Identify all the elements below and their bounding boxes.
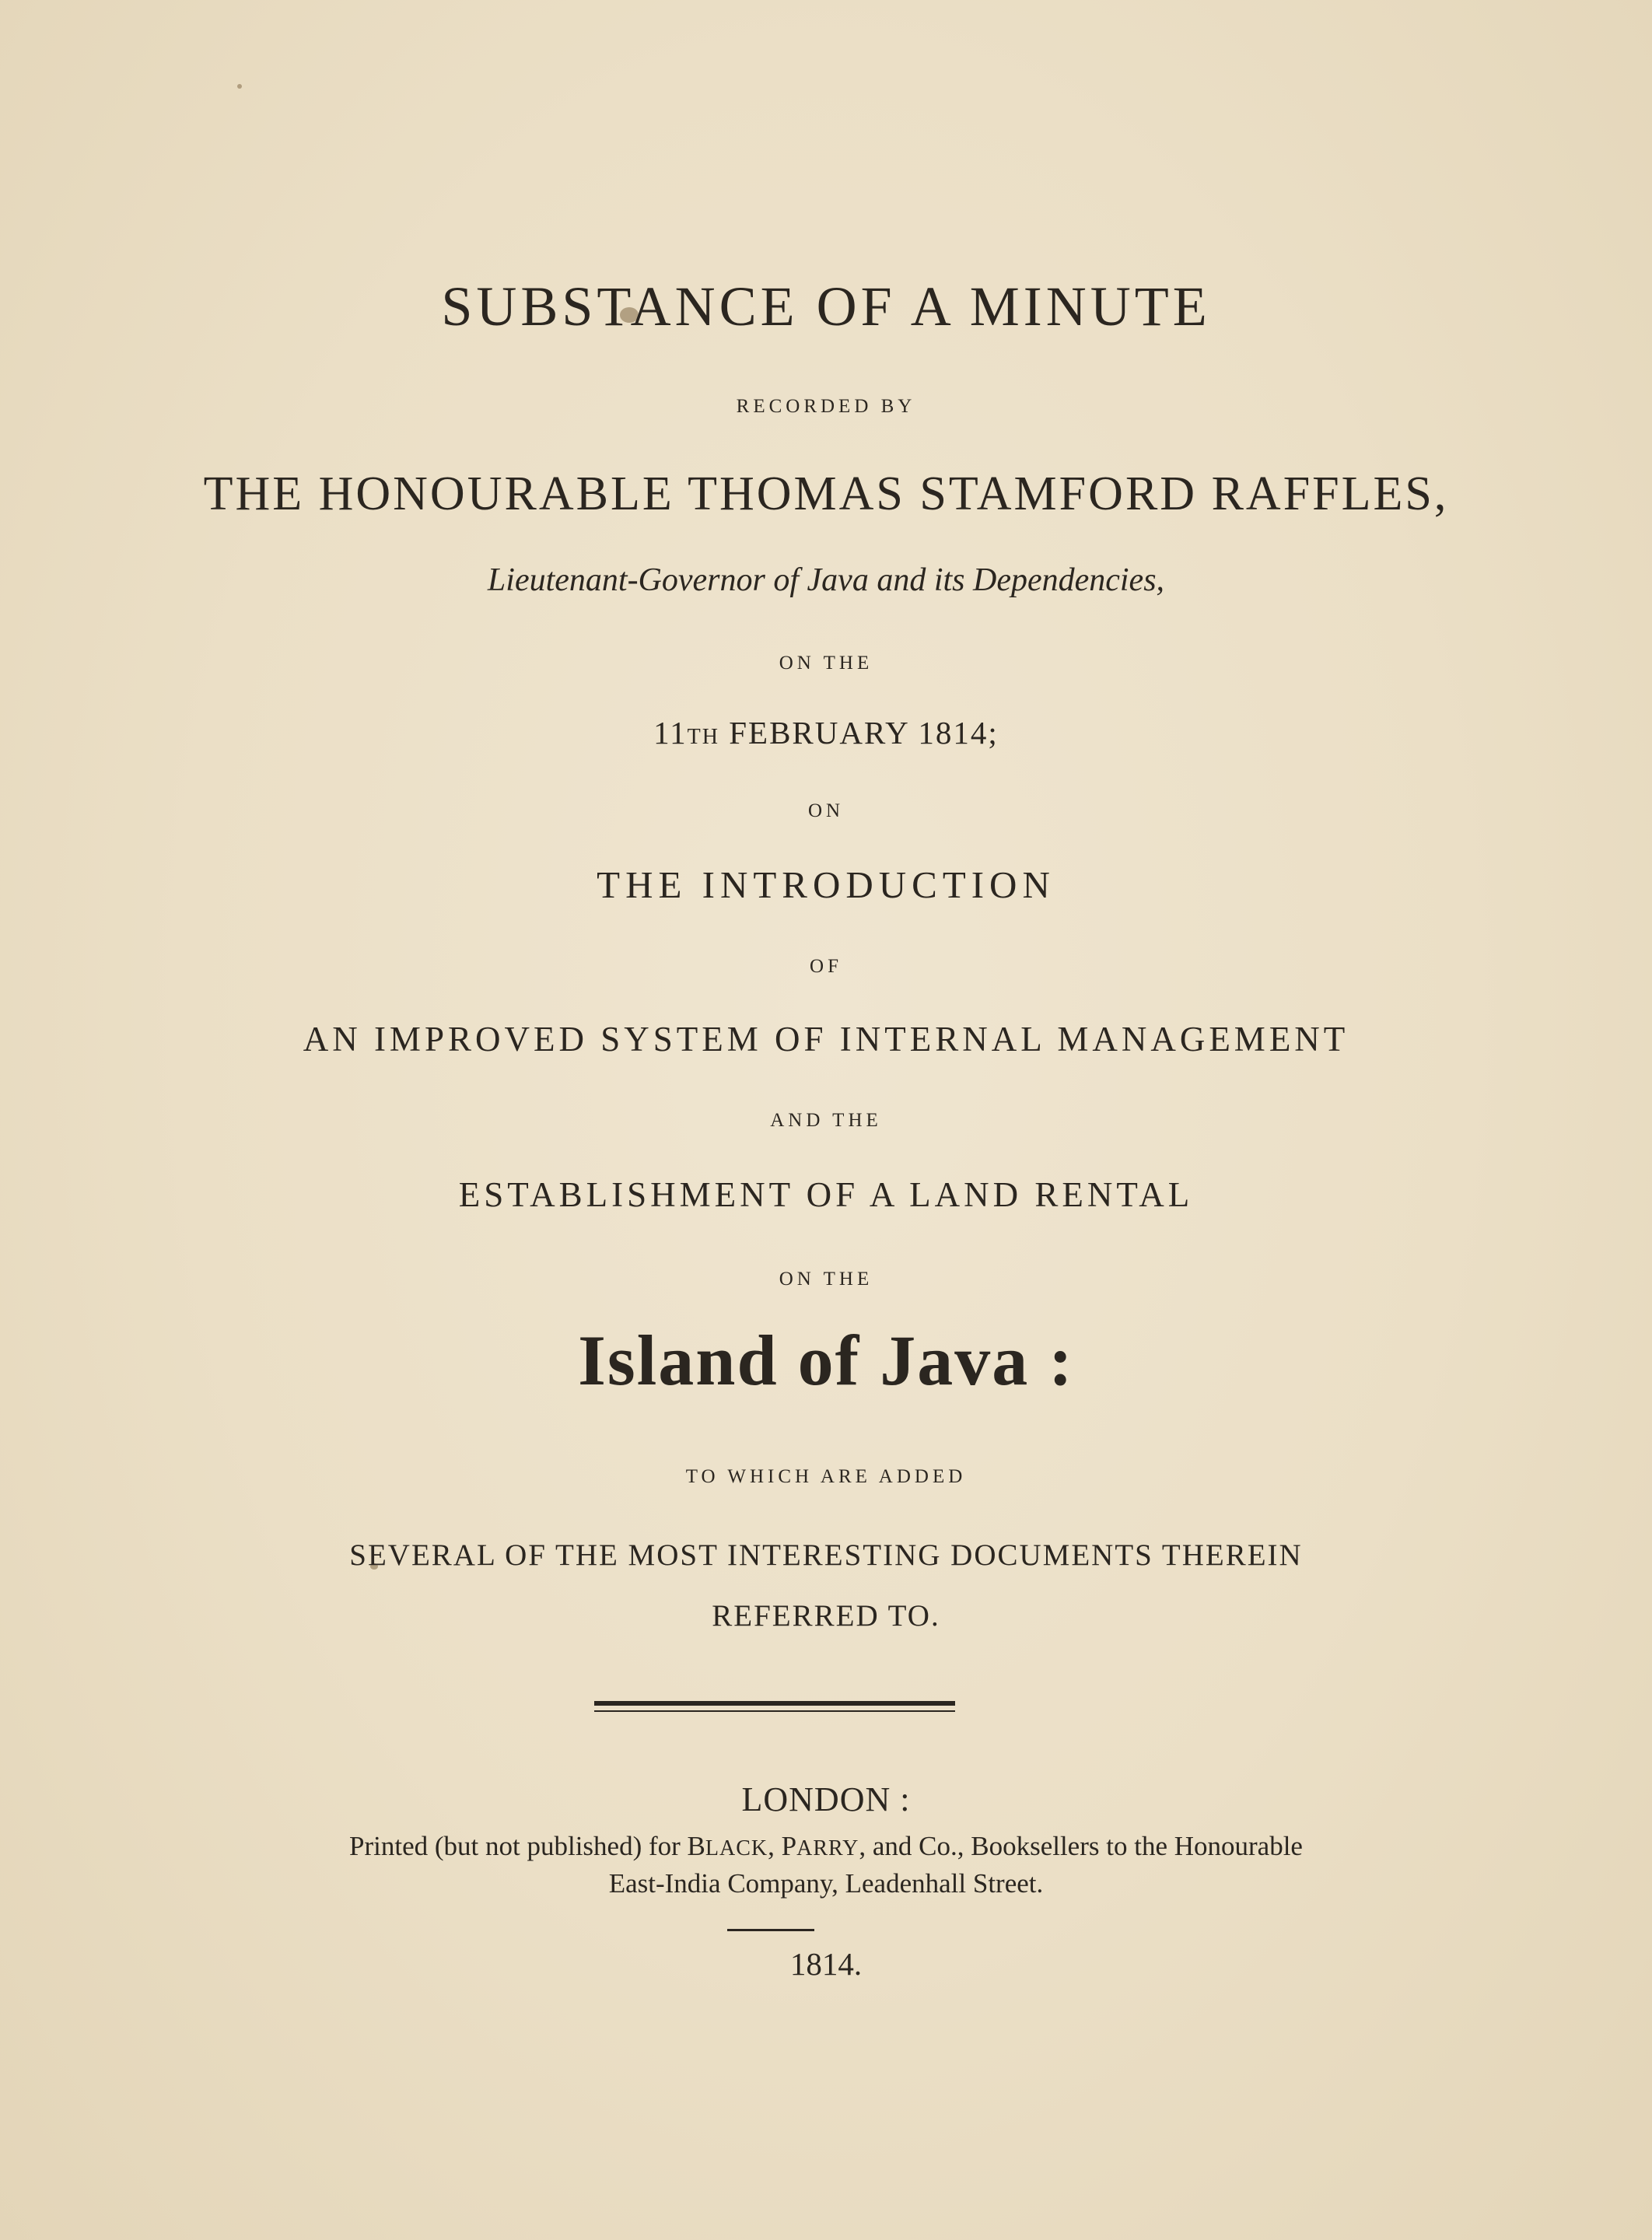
referred-line: REFERRED TO. [712, 1599, 940, 1633]
to-which-added-label: TO WHICH ARE ADDED [685, 1466, 967, 1487]
recorded-by-label: RECORDED BY [736, 396, 916, 417]
date-month-year: FEBRUARY 1814; [719, 715, 999, 751]
introduction-heading: THE INTRODUCTION [597, 863, 1055, 906]
documents-line: SEVERAL OF THE MOST INTERESTING DOCUMENTS THEREIN [349, 1538, 1303, 1572]
on-label: ON [807, 800, 845, 821]
publisher-separator: , [768, 1831, 782, 1861]
publisher-parry-rest: ARRY [796, 1836, 859, 1860]
date-day-suffix: TH [687, 725, 719, 749]
author-name: THE HONOURABLE THOMAS STAMFORD RAFFLES, [203, 467, 1449, 520]
imprint-printed-prefix: Printed (but not published) for [349, 1831, 688, 1861]
publisher-black-rest: LACK [705, 1836, 768, 1860]
short-rule [727, 1929, 814, 1931]
imprint-printed-suffix: , and Co., Booksellers to the Honourable [859, 1831, 1303, 1861]
improved-system-heading: AN IMPROVED SYSTEM OF INTERNAL MANAGEMENT [303, 1020, 1349, 1059]
and-the-label: AND THE [770, 1110, 882, 1131]
minute-date [0, 717, 1652, 749]
publisher-parry-initial: P [781, 1831, 797, 1861]
publisher-black-initial: B [687, 1831, 705, 1861]
on-the-label: ON THE [779, 653, 873, 674]
on-the-label-2: ON THE [779, 1269, 873, 1290]
imprint-address: East-India Company, Leadenhall Street. [608, 1868, 1044, 1899]
imprint-year: 1814. [789, 1946, 863, 1982]
book-title: SUBSTANCE OF A MINUTE [441, 275, 1211, 338]
foxing-spot [237, 84, 242, 89]
date-day: 11 [653, 715, 688, 751]
of-label: OF [810, 956, 842, 977]
establishment-heading: ESTABLISHMENT OF A LAND RENTAL [458, 1175, 1194, 1214]
double-rule-thin [594, 1710, 955, 1712]
double-rule-thick [594, 1701, 955, 1706]
imprint-printed-line [0, 1832, 1652, 1860]
island-of-java-heading: Island of Java : [578, 1321, 1074, 1400]
imprint-city: LONDON : [741, 1780, 911, 1818]
author-office: Lieutenant-Governor of Java and its Dependencies, [487, 562, 1165, 598]
